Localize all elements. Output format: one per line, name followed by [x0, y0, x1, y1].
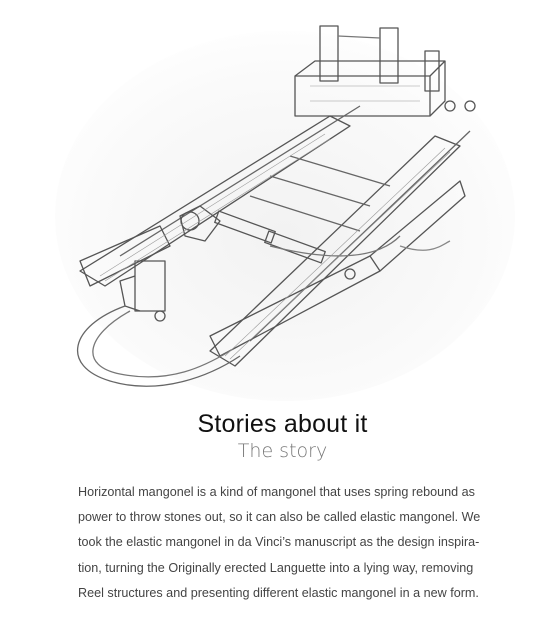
mangonel-sketch-icon: [40, 6, 520, 406]
mangonel-sketch-image: [40, 6, 520, 406]
story-line: Reel structures and presenting different elastic mangonel in a new form.: [78, 585, 479, 600]
story-paragraph: [78, 480, 481, 606]
story-line: power to throw stones out, so it can also be called elastic mangonel. We: [78, 510, 481, 525]
story-line: took the elastic mangonel in da Vinci’s manuscript as the design inspira-: [78, 535, 480, 550]
section-title: Stories about it: [197, 410, 368, 438]
story-line: tion, turning the Originally erected Languette into a lying way, removing: [78, 560, 474, 575]
story-line: Horizontal mangonel is a kind of mangonel that uses spring rebound as: [78, 485, 475, 499]
section-subtitle: The story: [237, 440, 328, 462]
